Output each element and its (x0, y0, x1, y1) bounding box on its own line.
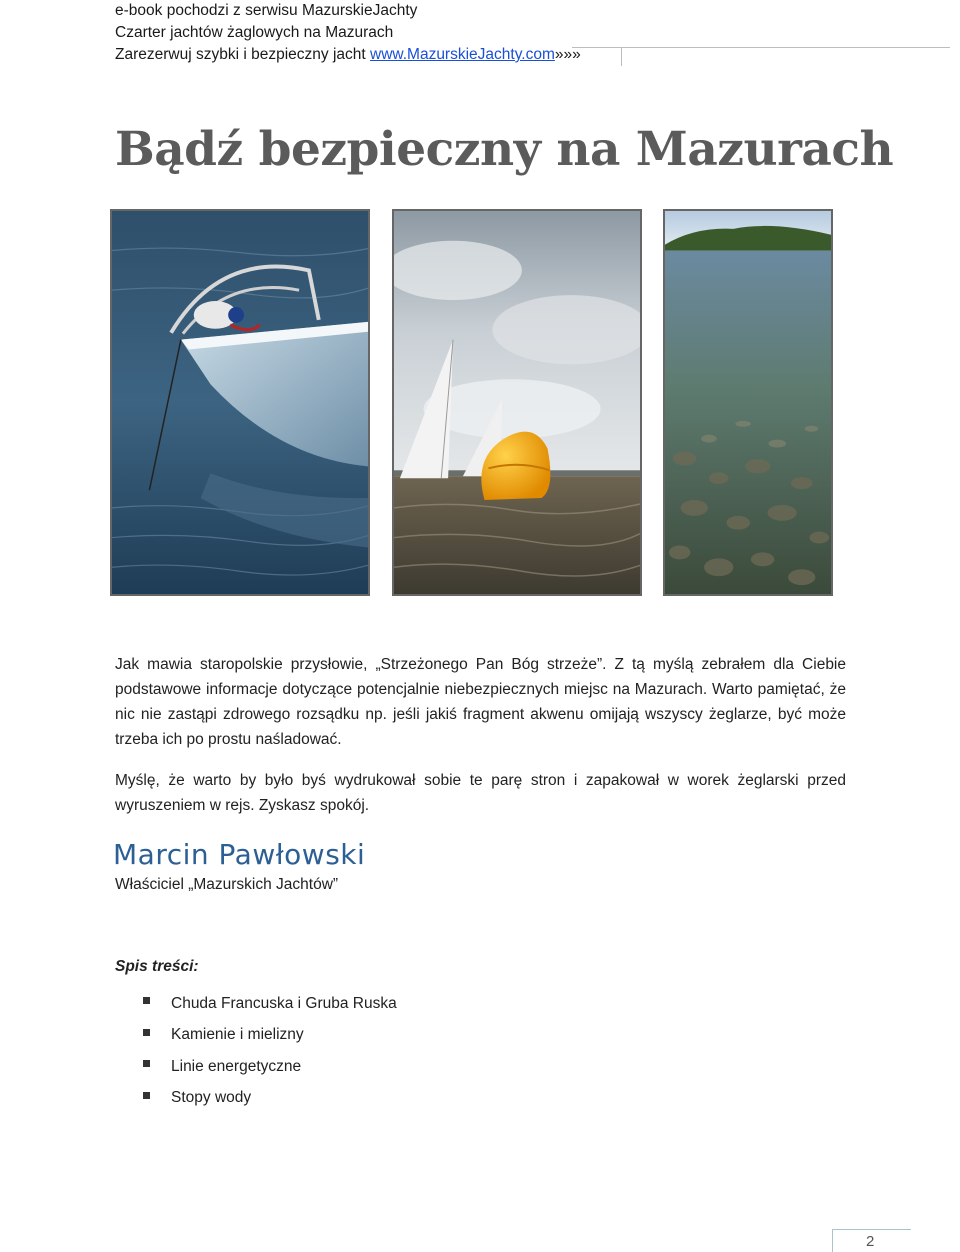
toc-item[interactable] (143, 988, 397, 1020)
toc-item[interactable] (143, 1083, 397, 1115)
website-link[interactable]: www.MazurskieJachty.com (370, 46, 555, 63)
toc-item[interactable] (143, 1020, 397, 1052)
header-line-3-prefix: Zarezerwuj szybki i bezpieczny jacht (115, 46, 370, 63)
intro-paragraph-1: Jak mawia staropolskie przysłowie, „Strzeżonego Pan Bóg strzeże”. Z tą myślą zebrałem dla Ciebie podstawowe informacje dotyczące potencjalnie niebezpiecznych miejsc na Mazurach. Warto pamiętać, że nic nie zastąpi zdrowego rozsądku np. jeśli jakiś fragment akwenu omijają wszyscy żeglarze, być może trzeba ich po prostu naśladować. (115, 656, 846, 748)
boat-bow-photo (110, 209, 370, 596)
toc-title: Spis treści: (115, 958, 199, 975)
header-line-3-suffix: »»» (554, 46, 581, 63)
page-title: Bądź bezpieczny na Mazurach (115, 122, 894, 177)
square-bullet-icon (143, 997, 150, 1004)
header-line-3 (115, 44, 581, 66)
intro-paragraph-2: Myślę, że warto by było byś wydrukował sobie te parę stron i zapakował w worek żeglarski przed wyruszeniem w rejs. Zyskasz spokój. (115, 772, 846, 814)
square-bullet-icon (143, 1092, 150, 1099)
header-line-1: e-book pochodzi z serwisu MazurskieJachty (115, 2, 418, 19)
toc-item-label: Chuda Francuska i Gruba Ruska (171, 994, 397, 1012)
square-bullet-icon (143, 1029, 150, 1036)
toc-item-label: Stopy wody (171, 1089, 252, 1107)
author-name: Marcin Pawłowski (113, 838, 366, 871)
header-divider-tick (621, 48, 622, 66)
sailboats-and-buoy-photo (392, 209, 642, 596)
square-bullet-icon (143, 1060, 150, 1067)
toc-item[interactable] (143, 1051, 397, 1083)
author-role: Właściciel „Mazurskich Jachtów” (115, 876, 339, 893)
header-line-2: Czarter jachtów żaglowych na Mazurach (115, 24, 394, 41)
header-divider (572, 47, 950, 48)
toc-list (143, 988, 397, 1114)
page-number: 2 (866, 1233, 875, 1250)
document-header (115, 0, 581, 66)
shallow-lake-photo (663, 209, 833, 596)
toc-item-label: Linie energetyczne (171, 1057, 302, 1075)
toc-item-label: Kamienie i mielizny (171, 1026, 304, 1044)
